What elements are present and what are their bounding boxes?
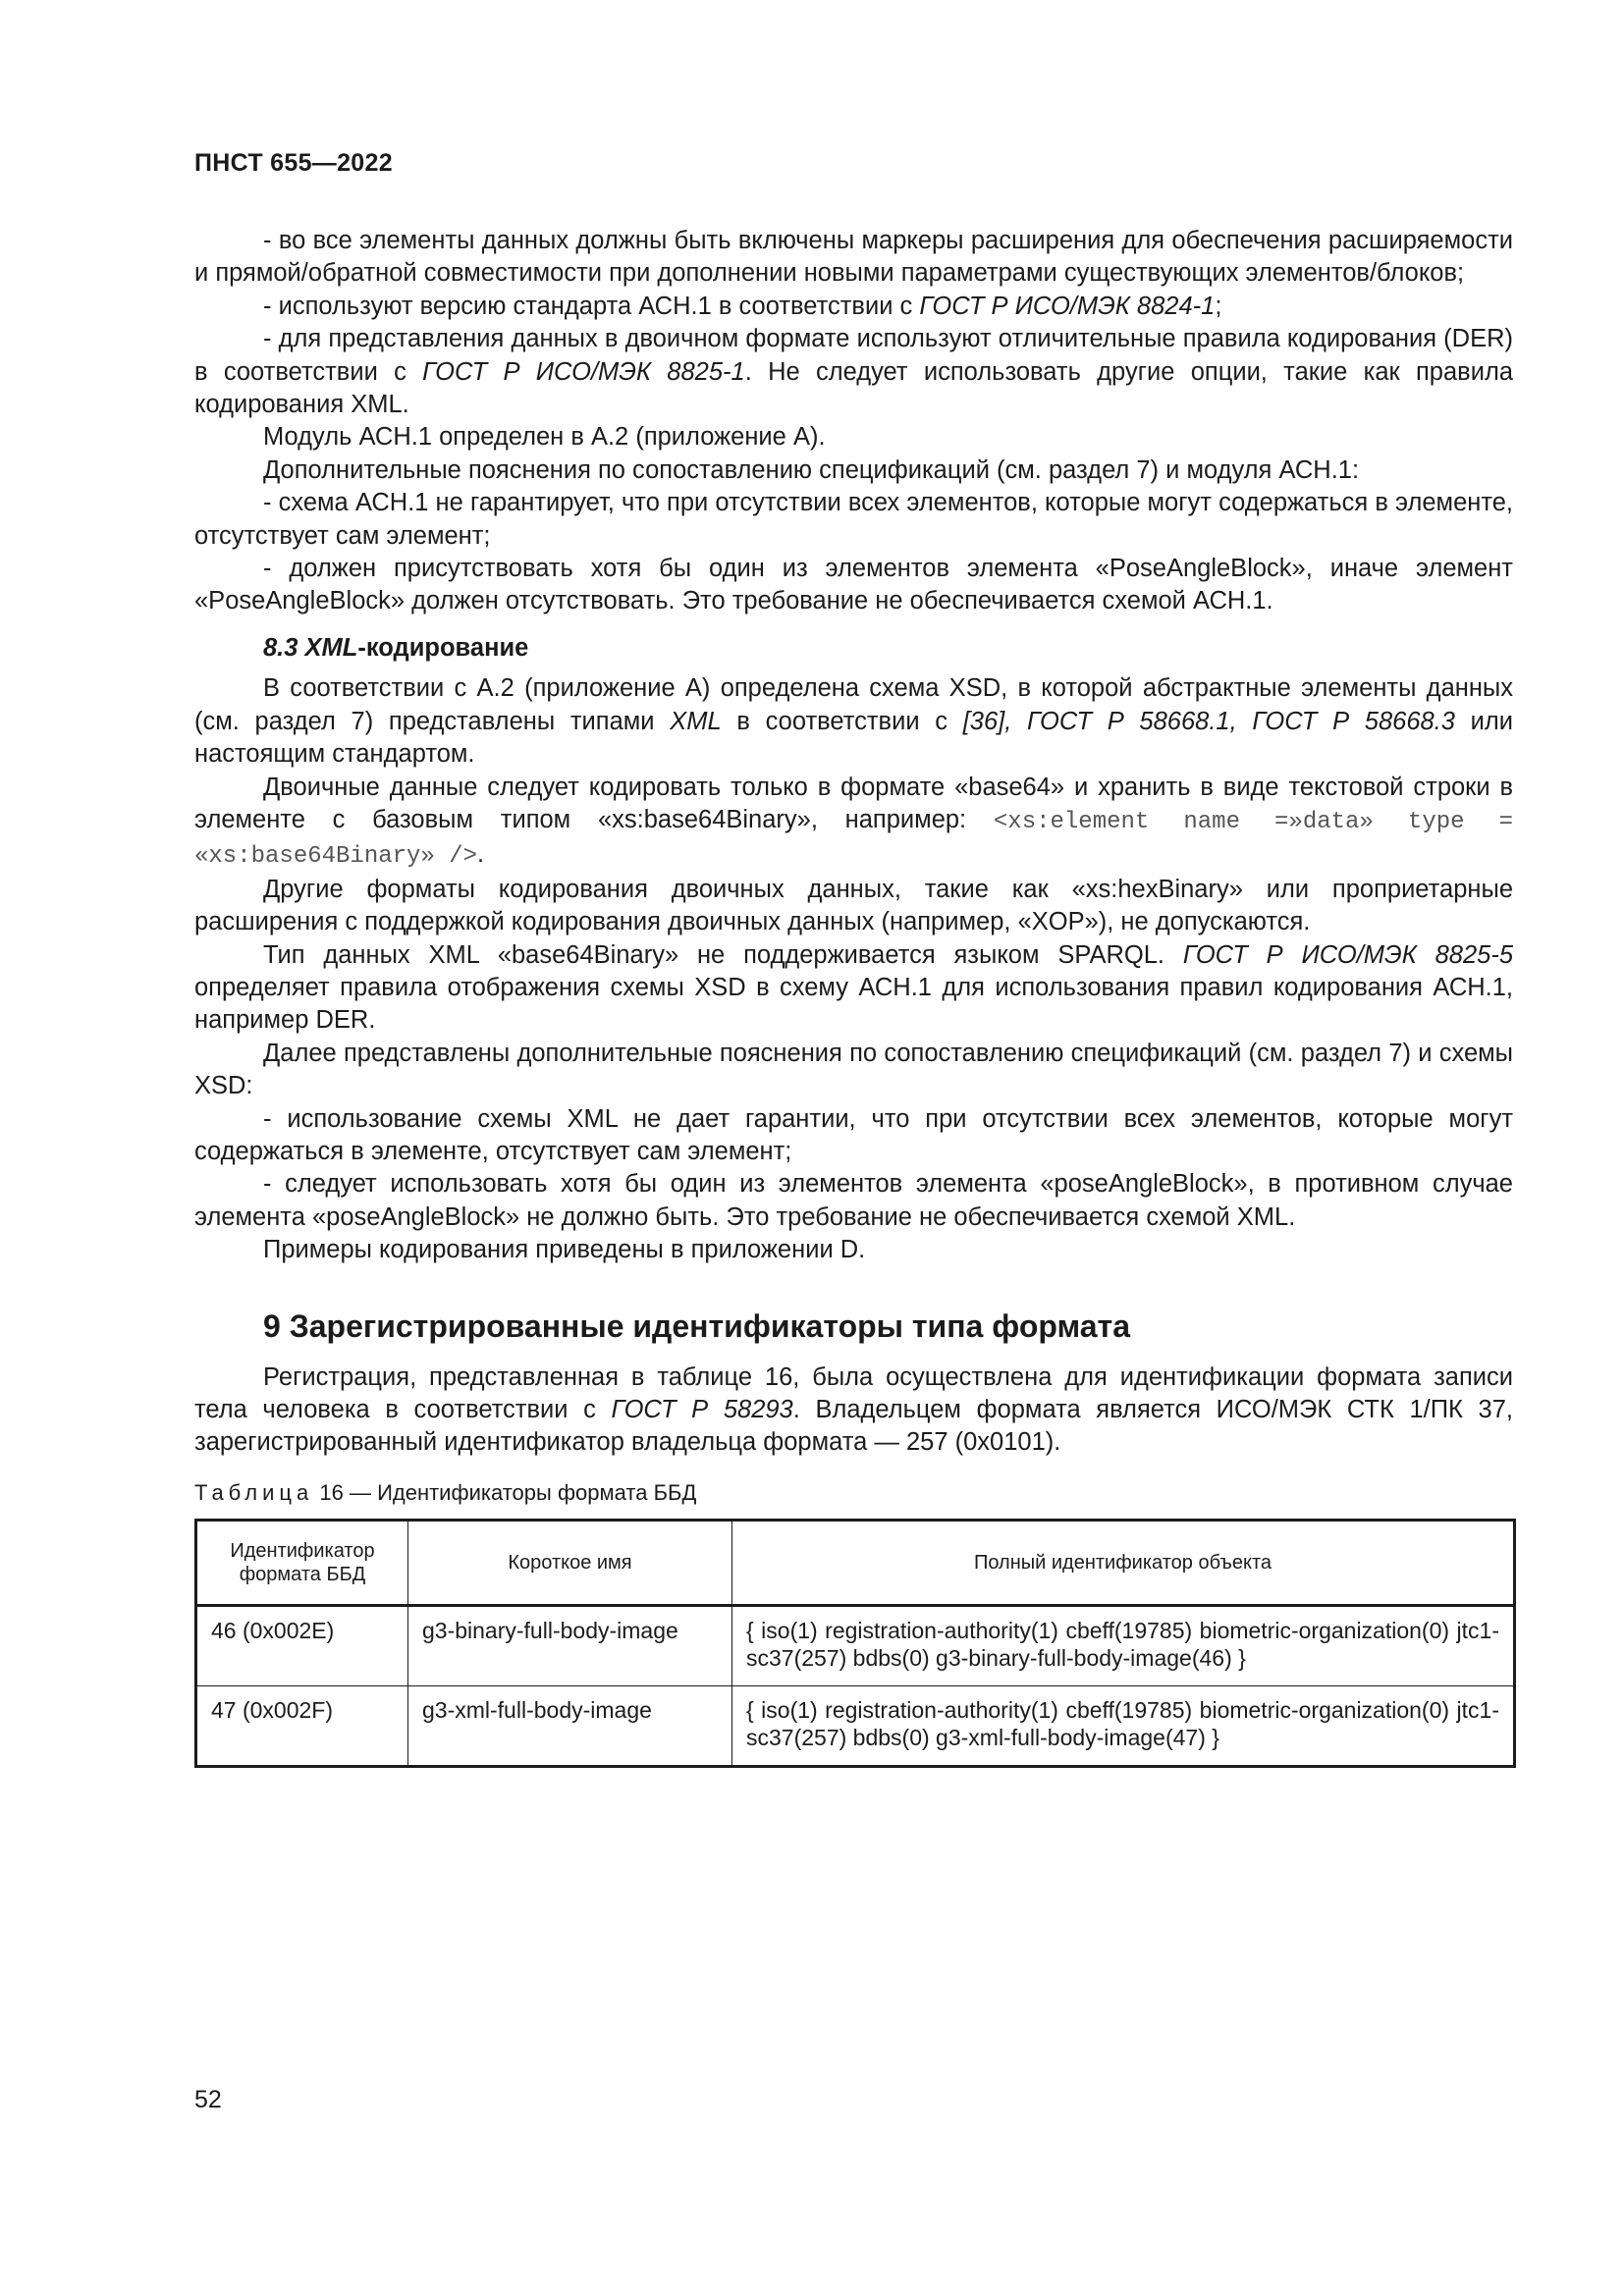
table-row xyxy=(196,1685,1515,1766)
paragraph-xsd-schema: В соответствии с А.2 (приложение А) определена схема XSD, в которой абстрактные элементы данных (см. раздел 7) представлены типами XML в соответствии с [36], ГОСТ Р 58668.1, ГОСТ Р 58668.3 или настоящим стандартом. xyxy=(194,674,1514,769)
paragraph-asn1-note-2: - должен присутствовать хотя бы один из элементов элемента «PoseAngleBlock», иначе элемент «PoseAngleBlock» должен отсутствовать. Это требование не обеспечивается схемой АСН.1. xyxy=(194,555,1513,615)
reference-gost-58293: ГОСТ Р 58293 xyxy=(611,1396,793,1423)
page-number: 52 xyxy=(194,2086,222,2113)
paragraph-asn1-note-1: - схема АСН.1 не гарантирует, что при отсутствии всех элементов, которые могут содержаться в элементе, отсутствует сам элемент; xyxy=(194,489,1513,550)
code-example: <xs:element name =»data» type = «xs:base64Binary» /> xyxy=(194,808,1513,871)
cell-short-name: g3-xml-full-body-image xyxy=(408,1685,732,1766)
paragraph-other-formats: Другие форматы кодирования двоичных данных, такие как «xs:hexBinary» или проприетарные расширения с поддержкой кодирования двоичных данных (например, «XOP»), не допускаются. xyxy=(194,875,1513,936)
reference-gost-8824-1: ГОСТ Р ИСО/МЭК 8824-1 xyxy=(919,292,1216,320)
column-header-short-name: Короткое имя xyxy=(408,1520,732,1605)
column-header-identifier: Идентификатор формата ББД xyxy=(196,1520,408,1605)
paragraph-extension-markers: - во все элементы данных должны быть включены маркеры расширения для обеспечения расширяемости и прямой/обратной совместимости при дополнении новыми параметрами существующих элементов/блоков; xyxy=(194,227,1513,288)
paragraph-asn1-notes-intro: Дополнительные пояснения по сопоставлению спецификаций (см. раздел 7) и модуля АСН.1: xyxy=(263,455,1360,484)
cell-full-oid: { iso(1) registration-authority(1) cbeff(19785) biometric-organization(0) jtc1-sc37(257) bdbs(0) g3-binary-full-body-image(46) } xyxy=(732,1605,1515,1685)
paragraph-sparql: Тип данных XML «base64Binary» не поддерживается языком SPARQL. ГОСТ Р ИСО/МЭК 8825-5 определяет правила отображения схемы XSD в схему АСН.1 для использования правил кодирования АСН.1, например DER. xyxy=(194,940,1513,1035)
paragraph-asn1-module: Модуль АСН.1 определен в А.2 (приложение А). xyxy=(263,423,826,452)
reference-gost-8825-1: ГОСТ Р ИСО/МЭК 8825-1 xyxy=(422,357,745,386)
page-content xyxy=(194,225,1513,1768)
document-code-header: ПНСТ 655—2022 xyxy=(194,149,393,177)
cell-full-oid: { iso(1) registration-authority(1) cbeff(19785) biometric-organization(0) jtc1-sc37(257) bdbs(0) g3-xml-full-body-image(47) } xyxy=(732,1685,1515,1766)
paragraph-examples: Примеры кодирования приведены в приложении D. xyxy=(263,1236,866,1264)
cell-identifier: 47 (0x002F) xyxy=(196,1685,408,1766)
subsection-heading-xml: 8.3 XML-кодирование xyxy=(263,633,529,662)
section-heading-9: 9 Зарегистрированные идентификаторы типа формата xyxy=(263,1308,1130,1344)
paragraph-der-encoding: - для представления данных в двоичном формате используют отличительные правила кодирования (DER) в соответствии с ГОСТ Р ИСО/МЭК 8825-1. Не следует использовать другие опции, такие как правила кодирования XML. xyxy=(194,325,1514,419)
table-header-row xyxy=(196,1520,1515,1605)
table-row xyxy=(196,1605,1515,1685)
cell-identifier: 46 (0x002E) xyxy=(196,1605,408,1685)
paragraph-asn1-version: - используют версию стандарта АСН.1 в соответствии с ГОСТ Р ИСО/МЭК 8824-1; xyxy=(263,292,1222,320)
table-caption: Таблица 16 — Идентификаторы формата ББД xyxy=(194,1479,697,1505)
column-header-full-oid: Полный идентификатор объекта xyxy=(732,1520,1515,1605)
reference-list: [36], ГОСТ Р 58668.1, ГОСТ Р 58668.3 xyxy=(962,707,1455,735)
paragraph-xsd-note-1: - использование схемы XML не дает гарантии, что при отсутствии всех элементов, которые могут содержаться в элементе, отсутствует сам элемент; xyxy=(194,1104,1513,1165)
paragraph-xsd-note-2: - следует использовать хотя бы один из элементов элемента «poseAngleBlock», в противном случае элемента «poseAngleBlock» не должно быть. Это требование не обеспечивается схемой XML. xyxy=(194,1170,1513,1231)
paragraph-xsd-notes-intro: Далее представлены дополнительные пояснения по сопоставлению спецификаций (см. раздел 7) и схемы XSD: xyxy=(194,1039,1513,1100)
cell-short-name: g3-binary-full-body-image xyxy=(408,1605,732,1685)
format-identifiers-table xyxy=(194,1519,1516,1768)
paragraph-base64: Двоичные данные следует кодировать только в формате «base64» и хранить в виде текстовой строки в элементе с базовым типом «xs:base64Binary», например: <xs:element name =»data» type = «xs:base64Binary» />. xyxy=(194,773,1513,871)
reference-gost-8825-5: ГОСТ Р ИСО/МЭК 8825-5 xyxy=(1182,940,1513,969)
paragraph-registration: Регистрация, представленная в таблице 16, была осуществлена для идентификации формата записи тела человека в соответствии с ГОСТ Р 58293. Владельцем формата является ИСО/МЭК СТК 1/ПК 37, зарегистрированный идентификатор владельца формата — 257 (0x0101). xyxy=(194,1362,1513,1457)
